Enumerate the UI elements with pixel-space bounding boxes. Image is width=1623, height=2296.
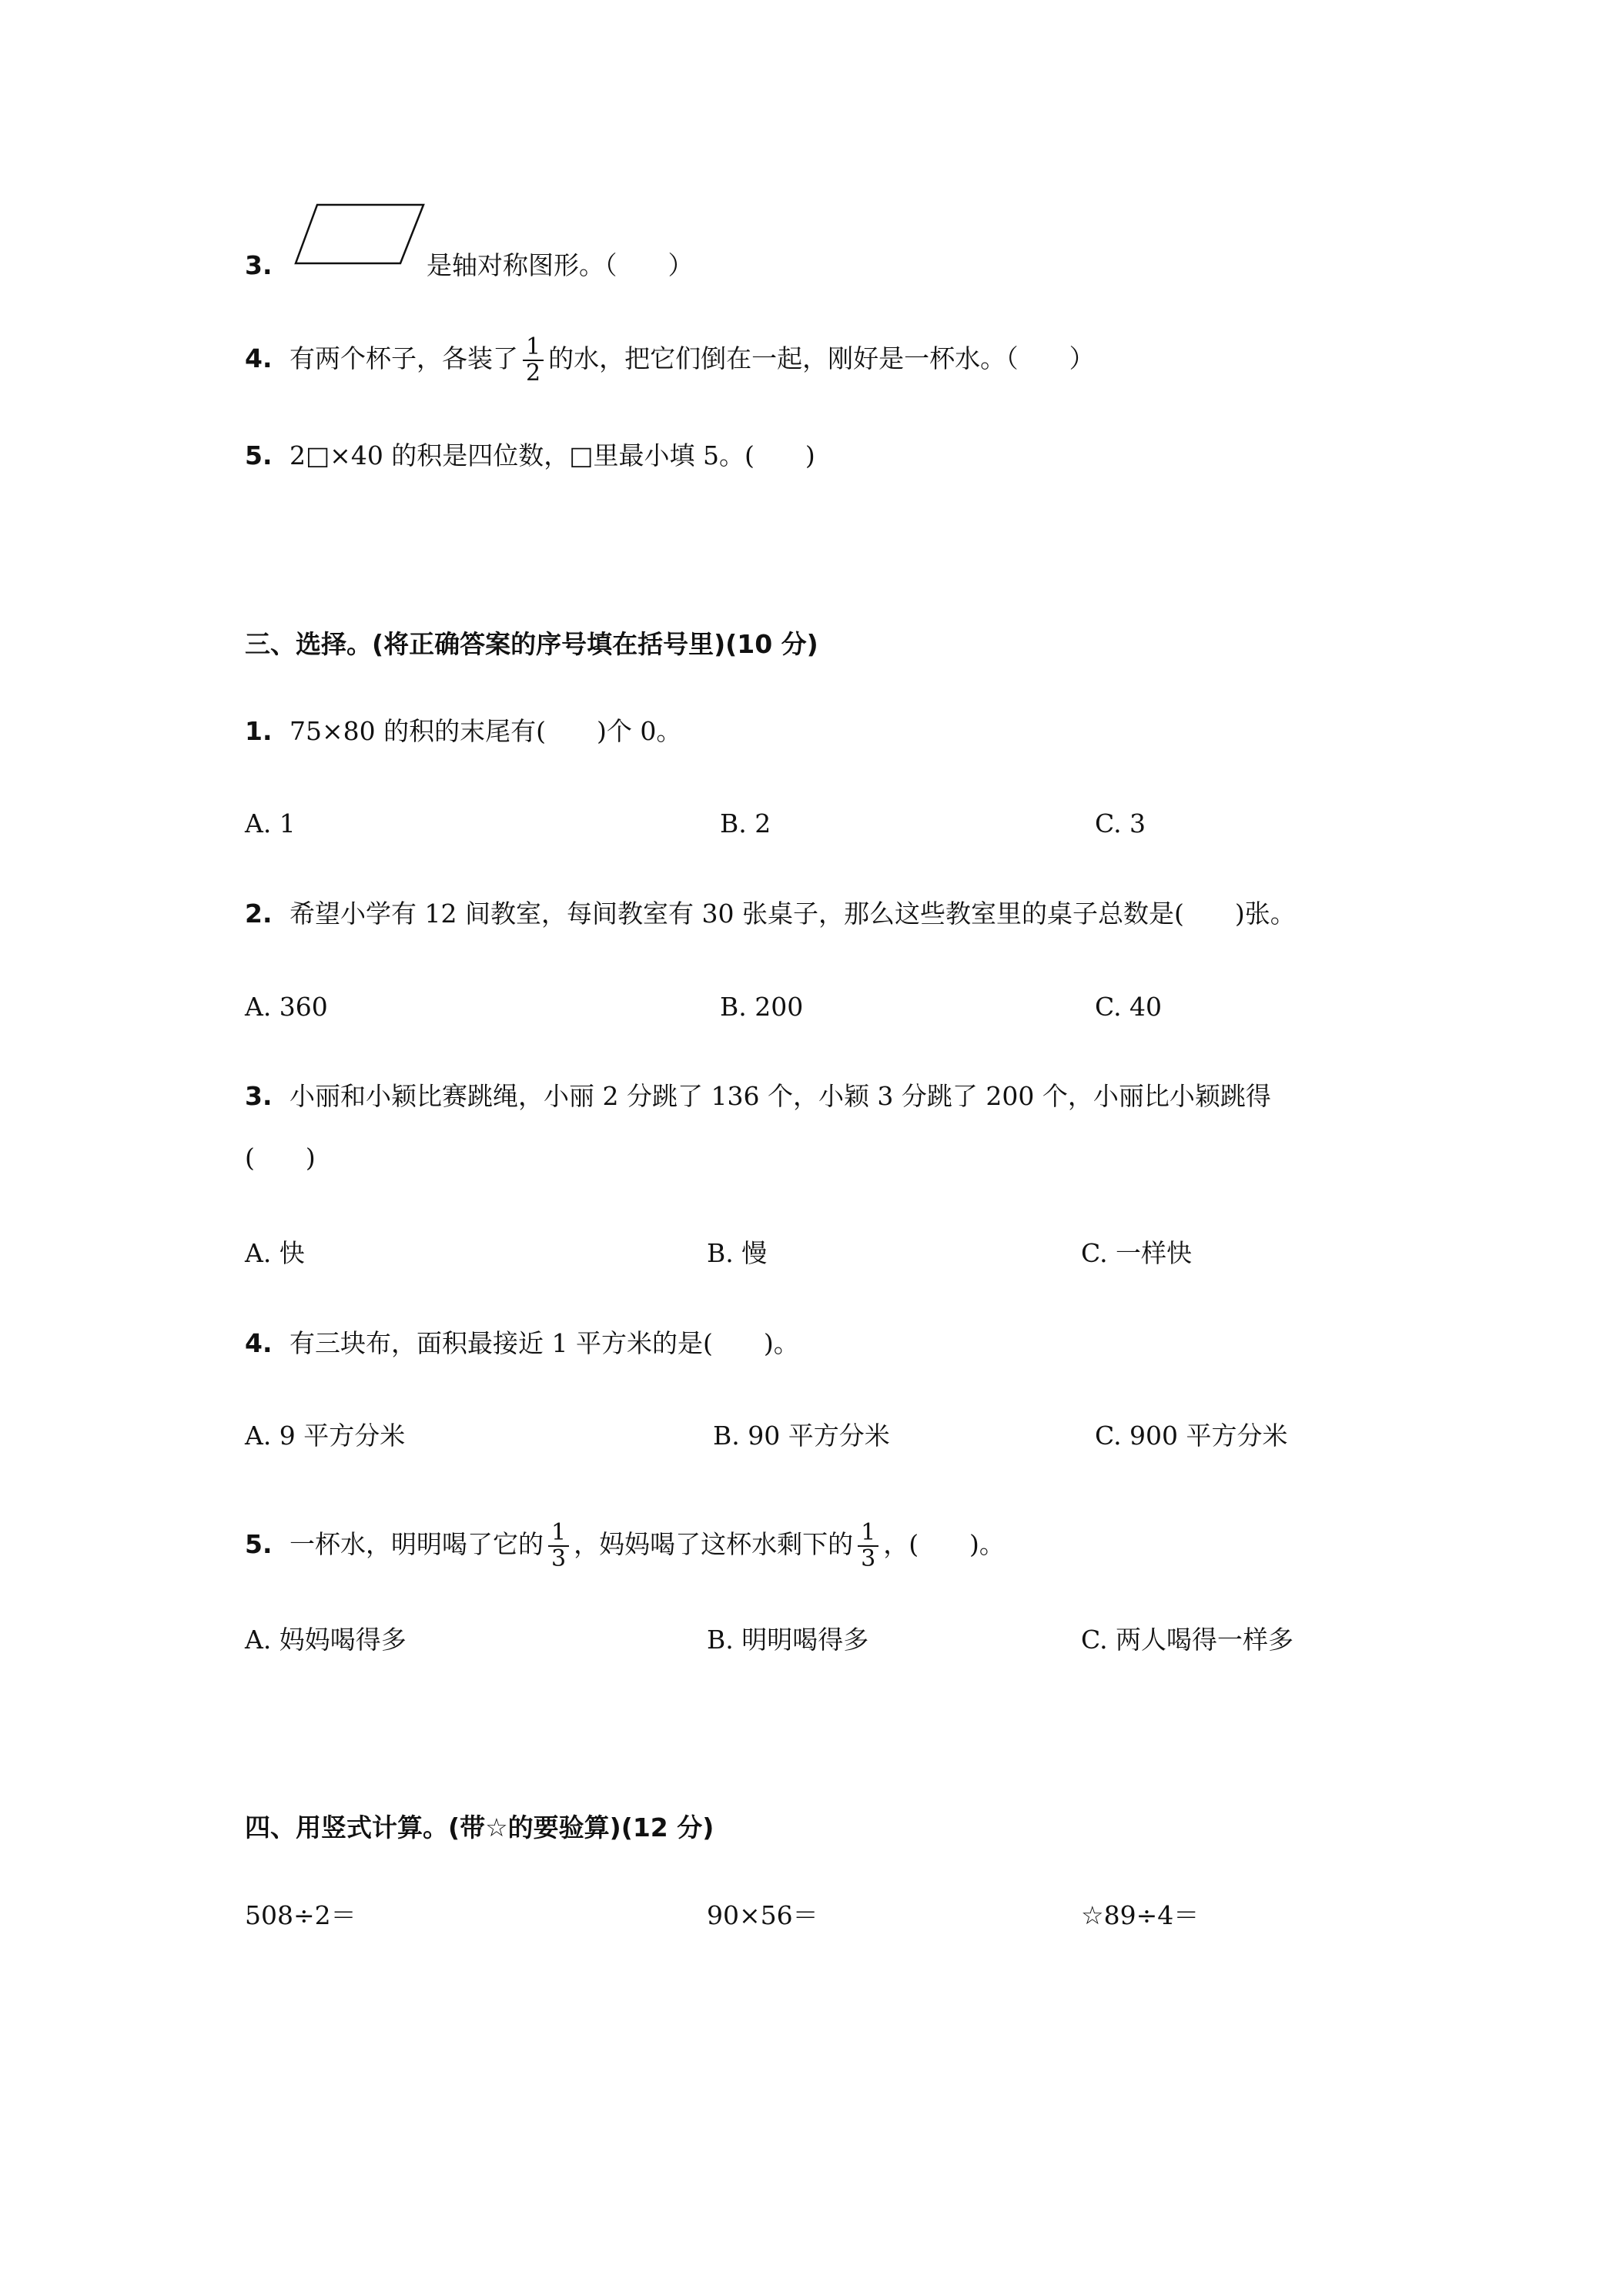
- question-text: 一杯水，明明喝了它的: [289, 1529, 544, 1559]
- question-number: 4.: [245, 343, 273, 373]
- question-text: 有三块布，面积最接近 1 平方米的是( )。: [289, 1328, 799, 1358]
- section-heading-4: 四、用竖式计算。(带☆的要验算)(12 分): [245, 1812, 714, 1842]
- option-c: C. 一样快: [1081, 1238, 1193, 1268]
- option-c: C. 40: [1095, 992, 1163, 1022]
- choice-question-3: [245, 1081, 1271, 1112]
- question-text: 希望小学有 12 间教室，每间教室有 30 张桌子，那么这些教室里的桌子总数是( )张。: [289, 899, 1296, 929]
- question-4-line: [245, 335, 1095, 386]
- question-number: 1.: [245, 716, 273, 746]
- choice-question-3-continued: ( ): [245, 1143, 316, 1173]
- question-3-line: [245, 250, 289, 281]
- calculation-item: 508÷2＝: [245, 1900, 356, 1930]
- question-number: 3.: [245, 1081, 273, 1111]
- question-text: 小丽和小颖比赛跳绳，小丽 2 分跳了 136 个，小颖 3 分跳了 200 个，小丽比小颖跳得: [289, 1081, 1271, 1111]
- question-text: 75×80 的积的末尾有( )个 0。: [289, 716, 682, 746]
- fraction: $\frac{1}{2}$: [523, 335, 544, 386]
- option-b: B. 90 平方分米: [713, 1421, 890, 1451]
- option-a: A. 快: [245, 1238, 305, 1268]
- option-a: A. 9 平方分米: [245, 1421, 406, 1451]
- question-5-line: [245, 440, 815, 471]
- question-number: 5.: [245, 1529, 273, 1559]
- option-c: C. 900 平方分米: [1095, 1421, 1288, 1451]
- option-a: A. 1: [245, 808, 296, 838]
- choice-question-2: [245, 899, 1296, 929]
- fraction: $\frac{1}{3}$: [858, 1521, 878, 1571]
- question-text: 有两个杯子，各装了: [289, 343, 518, 373]
- option-b: B. 明明喝得多: [707, 1625, 869, 1655]
- question-text: 2□×40 的积是四位数，□里最小填 5。( ): [289, 440, 815, 470]
- question-number: 4.: [245, 1328, 273, 1358]
- parallelogram-figure: [293, 202, 427, 266]
- choice-question-5: [245, 1521, 1005, 1571]
- option-b: B. 200: [720, 992, 804, 1022]
- fraction: $\frac{1}{3}$: [548, 1521, 569, 1571]
- choice-question-4: [245, 1328, 799, 1359]
- question-text-middle: ，妈妈喝了这杯水剩下的: [574, 1529, 854, 1559]
- question-text-after: 的水，把它们倒在一起，刚好是一杯水。（ ）: [548, 343, 1095, 373]
- question-number: 2.: [245, 899, 273, 929]
- calculation-item: 90×56＝: [707, 1900, 818, 1930]
- question-text-after: ，( )。: [883, 1529, 1005, 1559]
- calculation-item: ☆89÷4＝: [1081, 1900, 1200, 1930]
- question-3-text: 是轴对称图形。（ ）: [427, 250, 694, 280]
- option-b: B. 慢: [707, 1238, 768, 1268]
- section-heading-3: 三、选择。(将正确答案的序号填在括号里)(10 分): [245, 629, 818, 659]
- choice-question-1: [245, 716, 681, 747]
- option-c: C. 两人喝得一样多: [1081, 1625, 1294, 1655]
- option-a: A. 妈妈喝得多: [245, 1625, 407, 1655]
- option-b: B. 2: [720, 808, 771, 838]
- option-a: A. 360: [245, 992, 328, 1022]
- option-c: C. 3: [1095, 808, 1146, 838]
- question-number: 5.: [245, 440, 273, 470]
- question-number: 3.: [245, 250, 273, 280]
